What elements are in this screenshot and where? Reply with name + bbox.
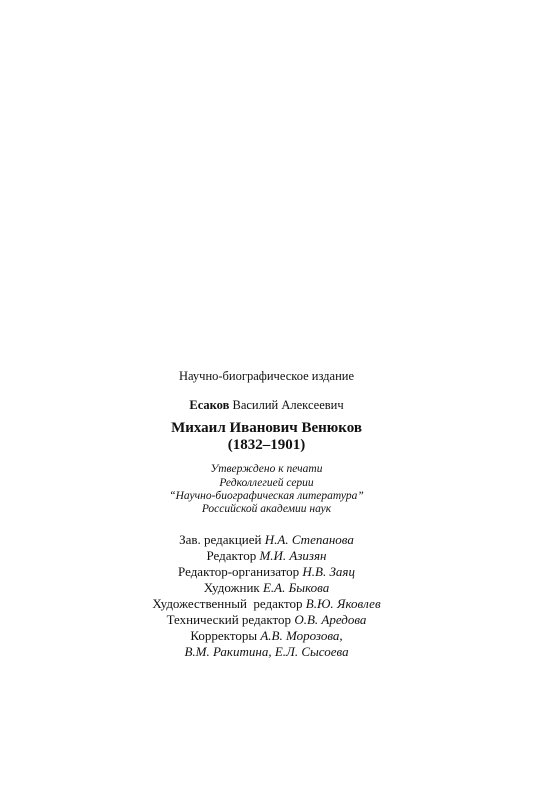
- credit-line: [0, 612, 533, 628]
- approval-line: Российской академии наук: [201, 503, 332, 515]
- approval-line: Редколлегией серии: [219, 477, 314, 489]
- credit-line: [0, 644, 533, 660]
- credit-role: Зав. редакцией: [179, 532, 262, 547]
- credit-person: В.М. Ракитина, Е.Л. Сысоева: [184, 644, 349, 659]
- credit-line: [0, 564, 533, 580]
- credit-person: А.В. Морозова,: [260, 628, 343, 643]
- author-line: [0, 398, 533, 413]
- credit-person: О.В. Аредова: [294, 612, 367, 627]
- credit-role: Корректоры: [190, 628, 258, 643]
- credit-role: Художественный редактор: [152, 596, 303, 611]
- publication-genre: Научно-биографическое издание: [178, 369, 355, 383]
- credit-person: Н.А. Степанова: [264, 532, 354, 547]
- book-years: (1832–1901): [227, 437, 306, 453]
- credit-person: Н.В. Заяц: [302, 564, 355, 579]
- credit-role: Технический редактор: [166, 612, 292, 627]
- credit-person: М.И. Азизян: [259, 548, 327, 563]
- credit-line: [0, 532, 533, 548]
- author-given-names: Василий Алексеевич: [232, 398, 344, 412]
- credit-role: Редактор-организатор: [178, 564, 300, 579]
- book-title: Михаил Иванович Венюков: [171, 420, 362, 436]
- author-surname: Есаков: [189, 398, 230, 412]
- credit-role: Редактор: [206, 548, 257, 563]
- credit-person: Е.А. Быкова: [262, 580, 330, 595]
- approval-line: “Научно-биографическая литература”: [169, 490, 364, 502]
- credit-line: [0, 628, 533, 644]
- credit-line: [0, 580, 533, 596]
- credit-line: [0, 596, 533, 612]
- credit-person: В.Ю. Яковлев: [305, 596, 381, 611]
- credit-role: Художник: [203, 580, 260, 595]
- approval-line: Утверждено к печати: [210, 463, 323, 475]
- credit-line: [0, 548, 533, 564]
